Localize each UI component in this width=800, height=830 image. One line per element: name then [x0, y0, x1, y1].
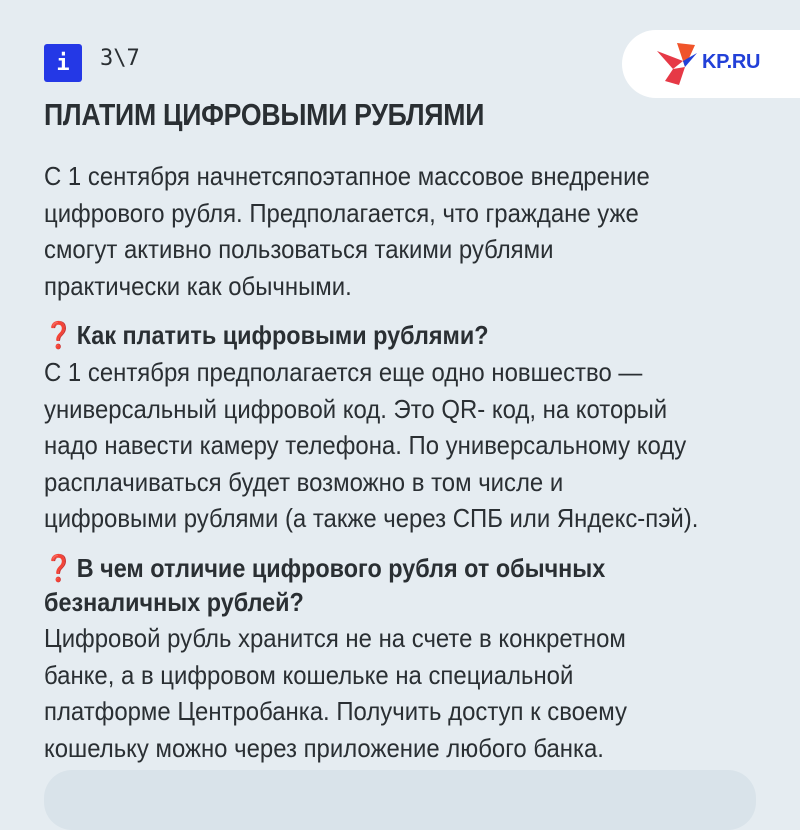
question-1: [44, 318, 489, 352]
page-counter: 3\7: [100, 46, 140, 71]
answer-line: Цифровой рубль хранится не на счете в конкретном: [44, 623, 626, 653]
answer-line: банке, а в цифровом кошельке на специальной: [44, 659, 574, 690]
question-mark-icon: ❓: [44, 553, 74, 583]
kp-bird-logo-icon: [655, 41, 701, 87]
question-text: В чем отличие цифрового рубля от обычных: [76, 553, 606, 583]
answer-line: кошельку можно через приложение любого банка.: [44, 732, 604, 763]
answer-line: надо навести камеру телефона. По универсальному коду: [44, 430, 687, 461]
answer-line: цифровыми рублями (а также через СПБ или Яндекс-пэй).: [44, 503, 699, 534]
answer-line: расплачиваться будет возможно в том числе и: [44, 466, 564, 497]
intro-line: цифрового рубля. Предполагается, что граждане уже: [44, 197, 639, 228]
question-line: [44, 551, 605, 585]
answer-1: [44, 354, 698, 537]
kp-logo-text: KP.RU: [702, 51, 761, 73]
answer-line: С 1 сентября предполагается еще одно новшество —: [44, 357, 643, 387]
answer-line: платформе Центробанка. Получить доступ к своему: [44, 696, 627, 727]
info-badge-icon: i: [44, 44, 82, 82]
question-2: [44, 551, 605, 619]
intro-line: практически как обычными.: [44, 270, 352, 301]
question-line: безналичных рублей?: [44, 587, 304, 617]
intro-line: смогут активно пользоваться такими рублями: [44, 234, 554, 265]
intro-paragraph: [44, 158, 650, 304]
intro-line: С 1 сентября начнетсяпоэтапное массовое внедрение: [44, 161, 650, 191]
question-mark-icon: ❓: [44, 320, 74, 350]
answer-2: [44, 620, 627, 766]
page-title: ПЛАТИМ ЦИФРОВЫМИ РУБЛЯМИ: [44, 97, 485, 132]
question-text: Как платить цифровыми рублями?: [76, 320, 489, 350]
next-card-edge: [44, 770, 756, 830]
answer-line: универсальный цифровой код. Это QR- код, на который: [44, 393, 668, 424]
